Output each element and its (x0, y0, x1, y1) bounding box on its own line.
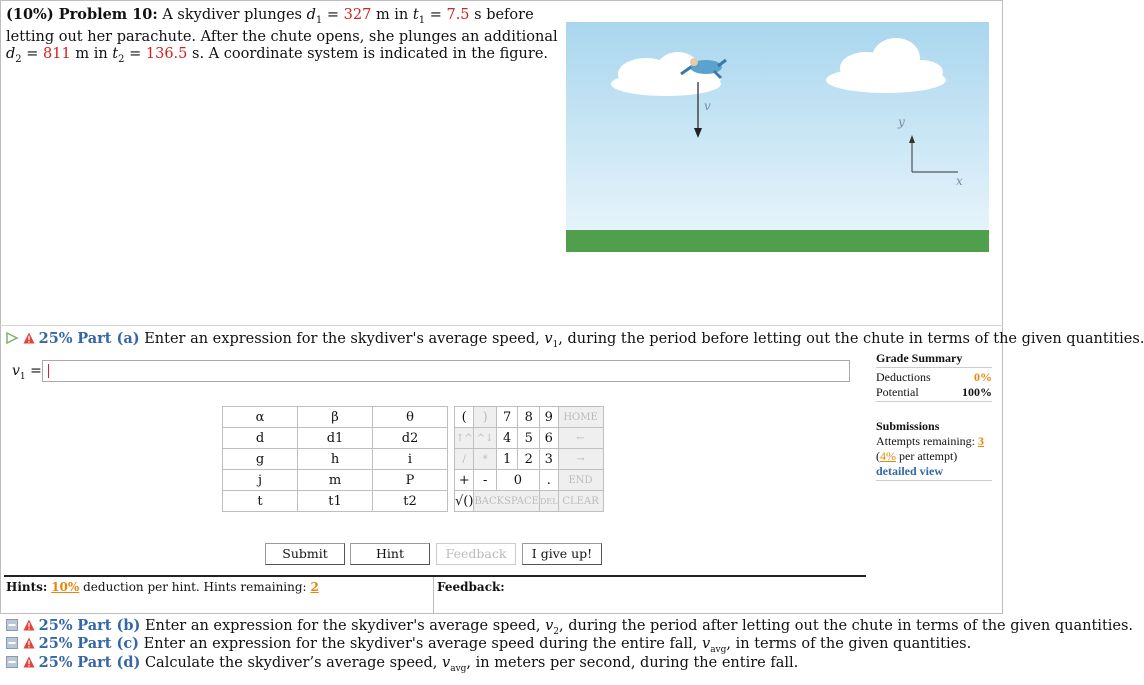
m-in-1: m in (375, 7, 409, 23)
part-b-var: v (545, 618, 554, 634)
d1-value: 327 (343, 7, 372, 23)
t2-value: 136.5 (145, 45, 188, 62)
key-slash[interactable]: / (455, 449, 474, 470)
key-alpha[interactable]: α (223, 407, 298, 428)
answer-label-var: v (12, 363, 20, 379)
feedback-button[interactable]: Feedback (436, 543, 516, 565)
key-t[interactable]: t (223, 491, 298, 512)
submissions-title: Submissions (876, 419, 940, 433)
d2-value: 811 (43, 45, 71, 62)
key-5[interactable]: 5 (518, 428, 540, 449)
hints-text: deduction per hint. Hints remaining: (83, 580, 307, 594)
key-open-paren[interactable]: ( (455, 407, 474, 428)
key-sqrt[interactable]: √() (455, 491, 474, 512)
key-6[interactable]: 6 (539, 428, 558, 449)
deductions-label: Deductions (876, 370, 931, 384)
d1-subscript: 1 (315, 14, 323, 26)
warning-icon (23, 619, 35, 631)
potential-label: Potential (876, 385, 919, 399)
part-c-var-sub: avg (710, 644, 727, 655)
key-left-arrow[interactable]: ← (558, 428, 603, 449)
hints-row (6, 580, 319, 594)
key-d1[interactable]: d1 (298, 428, 373, 449)
part-c-var: v (701, 636, 711, 652)
sky (566, 22, 989, 232)
part-b-text2: , during the period after letting out the chute in terms of the given quantities. (559, 618, 1134, 634)
hints-divider (4, 575, 866, 577)
key-star[interactable]: * (474, 449, 496, 470)
key-del[interactable]: DEL (539, 491, 558, 512)
part-a-var: v (544, 331, 553, 347)
collapsed-box-icon[interactable] (6, 656, 18, 668)
problem-label: (10%) Problem 10: (6, 6, 158, 23)
part-b-var-sub: 2 (553, 626, 560, 637)
potential-row (876, 385, 992, 402)
hints-remaining: 2 (310, 580, 319, 594)
per-attempt-text: per attempt) (899, 449, 958, 463)
grade-summary (876, 351, 992, 481)
part-d-percent: 25% (38, 654, 73, 671)
eq-sign-2: = (429, 7, 442, 23)
key-j[interactable]: j (223, 470, 298, 491)
detailed-view-link[interactable]: detailed view (876, 464, 992, 481)
part-a-text: Enter an expression for the skydiver's average speed, (144, 331, 540, 347)
part-c-text: Enter an expression for the skydiver's average speed during the entire fall, (143, 636, 698, 652)
t1-value: 7.5 (446, 7, 470, 23)
key-right-arrow[interactable]: → (558, 449, 603, 470)
part-b-percent: 25% (38, 617, 73, 634)
skydiver-figure (566, 22, 989, 252)
key-0[interactable]: 0 (496, 470, 539, 491)
part-c-percent: 25% (38, 635, 73, 652)
collapsed-box-icon[interactable] (6, 637, 18, 649)
key-3[interactable]: 3 (539, 449, 558, 470)
key-t1[interactable]: t1 (298, 491, 373, 512)
per-attempt-row (876, 449, 992, 464)
answer-label-eq: = (30, 363, 42, 379)
feedback-label: Feedback: (437, 580, 505, 594)
part-b-header[interactable] (6, 617, 1133, 635)
part-a-percent: 25% (38, 330, 73, 347)
eq-sign-3: = (26, 45, 39, 62)
key-8[interactable]: 8 (518, 407, 540, 428)
part-d-header[interactable] (6, 654, 798, 672)
t1-symbol: t (412, 7, 419, 23)
ground (566, 230, 989, 252)
symbol-keypad (222, 406, 604, 512)
part-d-label: Part (d) (77, 654, 141, 671)
key-close-paren[interactable]: ) (474, 407, 496, 428)
divider (0, 325, 1003, 326)
part-b-text: Enter an expression for the skydiver's average speed, (144, 618, 541, 634)
hint-button[interactable]: Hint (350, 543, 430, 565)
hints-pct: 10% (51, 580, 80, 594)
part-d-var: v (442, 655, 451, 671)
problem-text-2: s before letting out her parachute. After the chute opens, she plunges an additional (6, 7, 558, 45)
key-home[interactable]: HOME (558, 407, 603, 428)
text-cursor (48, 364, 49, 378)
eq-sign-1: = (326, 7, 340, 23)
m-in-2: m in (75, 45, 108, 62)
part-d-var-sub: avg (450, 663, 467, 674)
problem-text-1: A skydiver plunges (162, 7, 302, 23)
key-end[interactable]: END (558, 470, 603, 491)
key-d2[interactable]: d2 (373, 428, 448, 449)
t1-subscript: 1 (418, 14, 426, 26)
t2-symbol: t (112, 45, 119, 62)
key-P[interactable]: P (373, 470, 448, 491)
potential-value: 100% (962, 385, 992, 399)
key-dot[interactable]: . (539, 470, 558, 491)
x-axis-label: x (956, 174, 963, 188)
part-a-label: Part (a) (77, 330, 140, 347)
part-a-var-sub: 1 (552, 339, 559, 350)
key-h[interactable]: h (298, 449, 373, 470)
v-label: v (704, 99, 711, 113)
give-up-button[interactable]: I give up! (522, 543, 602, 565)
t2-subscript: 2 (118, 53, 125, 65)
d2-symbol: d (6, 45, 16, 62)
key-2[interactable]: 2 (518, 449, 540, 470)
key-down-caret[interactable]: ^↓ (474, 428, 496, 449)
attempts-value: 3 (977, 434, 984, 448)
part-b-label: Part (b) (77, 617, 141, 634)
answer-input[interactable] (42, 360, 850, 382)
key-beta[interactable]: β (298, 407, 373, 428)
hints-label: Hints: (6, 580, 48, 594)
key-1[interactable]: 1 (496, 449, 518, 470)
problem-statement (6, 6, 562, 68)
key-g[interactable]: g (223, 449, 298, 470)
key-i[interactable]: i (373, 449, 448, 470)
attempts-label: Attempts remaining: (876, 434, 975, 448)
per-attempt-pct: 4% (880, 449, 896, 463)
y-axis-label: y (898, 115, 905, 129)
key-minus[interactable]: - (474, 470, 496, 491)
key-7[interactable]: 7 (496, 407, 518, 428)
collapsed-box-icon[interactable] (6, 619, 18, 631)
answer-label-sub: 1 (19, 371, 26, 382)
figure-svg (566, 22, 989, 252)
part-c-text2: , in terms of the given quantities. (726, 636, 972, 652)
submit-button[interactable]: Submit (265, 543, 345, 565)
part-a-text2: , during the period before letting out the chute in terms of the given quantities. (558, 331, 1144, 347)
key-up-caret[interactable]: ↑^ (455, 428, 474, 449)
key-4[interactable]: 4 (496, 428, 518, 449)
eq-sign-4: = (129, 45, 142, 62)
panel-separator (433, 577, 434, 614)
deductions-value: 0% (974, 370, 992, 384)
key-t2[interactable]: t2 (373, 491, 448, 512)
per-attempt-open: ( (876, 449, 880, 463)
key-m[interactable]: m (298, 470, 373, 491)
warning-icon (23, 656, 35, 668)
grade-summary-title: Grade Summary (876, 351, 992, 368)
key-theta[interactable]: θ (373, 407, 448, 428)
part-c-label: Part (c) (77, 635, 140, 652)
d1-symbol: d (306, 7, 316, 23)
key-9[interactable]: 9 (539, 407, 558, 428)
key-clear[interactable]: CLEAR (558, 491, 603, 512)
part-d-text: Calculate the skydiver’s average speed, (144, 655, 438, 671)
key-backspace[interactable]: BACKSPACE (474, 491, 540, 512)
attempts-row (876, 434, 992, 449)
part-a-header[interactable] (6, 330, 1144, 348)
part-c-header[interactable] (6, 635, 971, 653)
warning-icon (23, 332, 35, 344)
part-d-text2: , in meters per second, during the entire fall. (466, 655, 799, 671)
key-plus[interactable]: + (455, 470, 474, 491)
warning-icon (23, 637, 35, 649)
answer-label (12, 363, 42, 382)
deductions-row (876, 370, 992, 385)
key-d[interactable]: d (223, 428, 298, 449)
d2-subscript: 2 (15, 53, 22, 65)
problem-text-3: s. A coordinate system is indicated in the figure. (192, 45, 549, 62)
expand-triangle-icon[interactable] (6, 332, 18, 344)
